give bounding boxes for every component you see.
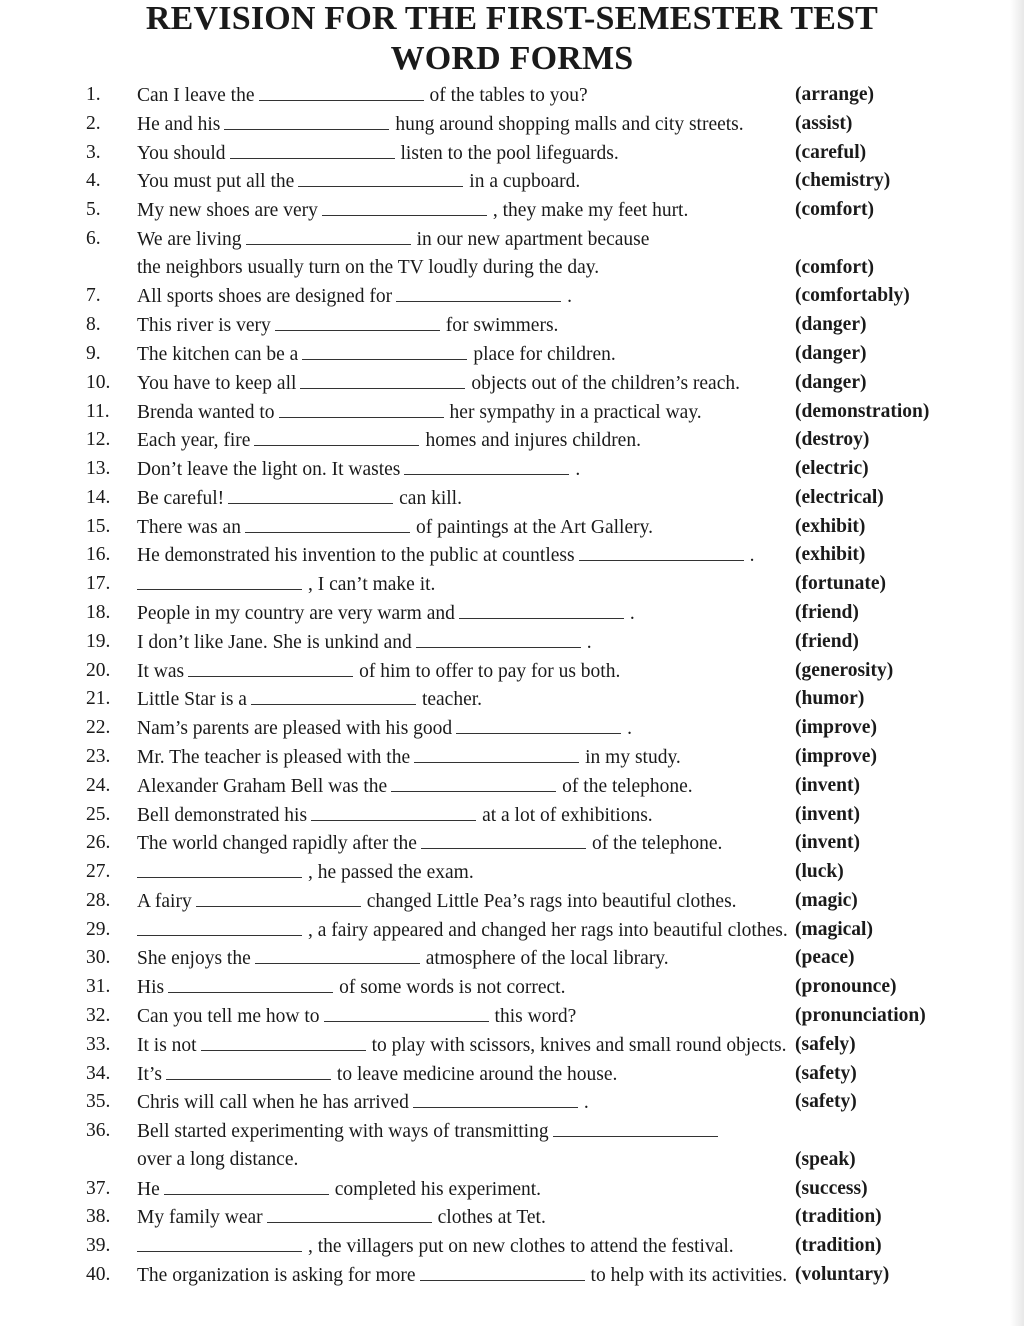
exercise-row xyxy=(0,627,1024,656)
exercise-row xyxy=(0,828,1024,857)
word-hint: (peace) xyxy=(795,947,855,969)
sentence-after-blank: . xyxy=(629,603,635,625)
sentence-before-blank: Brenda wanted to xyxy=(137,401,275,423)
exercise-row xyxy=(0,1231,1024,1260)
answer-blank[interactable] xyxy=(553,1116,718,1137)
item-number: 30. xyxy=(86,947,111,969)
item-number: 28. xyxy=(86,889,111,911)
sentence xyxy=(137,425,641,455)
sentence-after-blank: of the tables to you? xyxy=(429,85,588,106)
item-number: 26. xyxy=(86,832,111,854)
word-hint: (invent) xyxy=(795,803,860,825)
sentence-before-blank: The world changed rapidly after the xyxy=(137,833,417,855)
page-edge-shadow xyxy=(1010,0,1024,1326)
answer-blank[interactable] xyxy=(230,138,395,159)
answer-blank[interactable] xyxy=(324,1001,489,1022)
word-hint: (danger) xyxy=(795,314,867,336)
sentence-after-blank: , they make my feet hurt. xyxy=(492,200,689,222)
sentence xyxy=(137,1174,541,1204)
word-hint: (electrical) xyxy=(795,486,884,508)
sentence-before-blank: All sports shoes are designed for xyxy=(137,286,393,308)
answer-blank[interactable] xyxy=(414,742,579,763)
sentence-after-blank: changed Little Pea’s rags into beautiful clothes. xyxy=(366,890,737,912)
answer-blank[interactable] xyxy=(267,1202,432,1223)
word-hint: (safely) xyxy=(795,1033,856,1055)
item-number: 35. xyxy=(86,1091,111,1113)
sentence xyxy=(137,166,580,196)
sentence-after-blank: to help with its activities. xyxy=(590,1264,788,1286)
exercise-row xyxy=(0,1260,1024,1289)
exercise-row xyxy=(0,253,1024,282)
sentence xyxy=(137,109,744,139)
answer-blank[interactable] xyxy=(259,80,424,101)
item-number: 9. xyxy=(86,343,101,365)
sentence xyxy=(137,1231,734,1261)
answer-blank[interactable] xyxy=(413,1087,578,1108)
sentence xyxy=(137,1202,546,1232)
word-hint: (success) xyxy=(795,1177,868,1199)
exercise-row xyxy=(0,80,1024,109)
sentence-after-blank: in my study. xyxy=(585,746,681,768)
item-number: 11. xyxy=(86,400,110,422)
word-hint: (humor) xyxy=(795,688,865,710)
sentence-after-blank: , the villagers put on new clothes to attend the festival. xyxy=(308,1236,734,1258)
sentence-after-blank: , a fairy appeared and changed her rags into beautiful clothes. xyxy=(308,919,788,941)
sentence-after-blank: , he passed the exam. xyxy=(308,862,474,884)
item-number: 39. xyxy=(86,1235,111,1257)
sentence xyxy=(137,569,435,599)
item-number: 3. xyxy=(86,141,101,163)
word-hint: (safety) xyxy=(795,1062,857,1084)
exercise-row xyxy=(0,742,1024,771)
answer-blank[interactable] xyxy=(416,627,581,648)
word-hint: (danger) xyxy=(795,343,867,365)
sentence xyxy=(137,828,722,858)
sentence-before-blank: Alexander Graham Bell was the xyxy=(137,775,388,797)
word-hint: (luck) xyxy=(795,861,844,883)
answer-blank[interactable] xyxy=(201,1030,366,1051)
item-number: 31. xyxy=(86,976,111,998)
word-hint: (improve) xyxy=(795,717,877,739)
sentence-before-blank: The organization is asking for more xyxy=(137,1264,416,1286)
exercise-row xyxy=(0,684,1024,713)
sentence xyxy=(137,1030,786,1060)
item-number: 20. xyxy=(86,659,111,681)
answer-blank[interactable] xyxy=(579,540,744,561)
item-number: 5. xyxy=(86,199,101,221)
title-line-2: WORD FORMS xyxy=(390,40,634,77)
sentence-after-blank: homes and injures children. xyxy=(425,430,641,452)
sentence xyxy=(137,915,788,945)
word-hint: (tradition) xyxy=(795,1206,882,1228)
item-number: 34. xyxy=(86,1062,111,1084)
exercise-row xyxy=(0,1174,1024,1203)
word-hint: (magical) xyxy=(795,918,873,940)
sentence-before-blank: Bell demonstrated his xyxy=(137,804,308,826)
item-number: 38. xyxy=(86,1206,111,1228)
item-number: 10. xyxy=(86,371,111,393)
page-title xyxy=(0,0,1024,78)
exercise-row xyxy=(0,1001,1024,1030)
word-hint: (electric) xyxy=(795,458,869,480)
sentence xyxy=(137,1145,298,1174)
answer-blank[interactable] xyxy=(251,684,416,705)
word-hint: (exhibit) xyxy=(795,544,866,566)
sentence-after-blank: place for children. xyxy=(473,344,616,366)
sentence-after-blank: in a cupboard. xyxy=(469,171,581,193)
word-hint: (generosity) xyxy=(795,659,894,681)
exercise-row xyxy=(0,598,1024,627)
sentence-after-blank: atmosphere of the local library. xyxy=(425,948,669,970)
exercise-row xyxy=(0,1030,1024,1059)
sentence-after-blank: of the telephone. xyxy=(562,775,693,797)
answer-blank[interactable] xyxy=(137,915,302,936)
sentence-before-blank: A fairy xyxy=(137,890,192,912)
item-number: 25. xyxy=(86,803,111,825)
answer-blank[interactable] xyxy=(311,800,476,821)
word-hint: (magic) xyxy=(795,889,858,911)
answer-blank[interactable] xyxy=(255,943,420,964)
exercise-row xyxy=(0,138,1024,167)
sentence-before-blank: My family wear xyxy=(137,1207,263,1229)
exercise-row xyxy=(0,109,1024,138)
exercise-row xyxy=(0,224,1024,253)
answer-blank[interactable] xyxy=(245,512,410,533)
sentence-before-blank: His xyxy=(137,977,165,999)
sentence-after-blank: . xyxy=(627,718,633,740)
sentence-after-blank: hung around shopping malls and city streets. xyxy=(395,113,744,135)
sentence-before-blank: There was an xyxy=(137,516,241,538)
sentence-after-blank: to play with scissors, knives and small round objects. xyxy=(371,1034,787,1056)
sentence-after-blank: her sympathy in a practical way. xyxy=(449,401,702,423)
sentence-after-blank: this word? xyxy=(494,1005,577,1027)
answer-blank[interactable] xyxy=(298,166,463,187)
exercise-row xyxy=(0,425,1024,454)
sentence-after-blank: of paintings at the Art Gallery. xyxy=(415,516,653,538)
exercise-row xyxy=(0,310,1024,339)
answer-blank[interactable] xyxy=(456,713,621,734)
sentence-before-blank: over a long distance. xyxy=(137,1148,299,1170)
sentence-before-blank: This river is very xyxy=(137,315,271,337)
sentence-after-blank: , I can’t make it. xyxy=(308,574,436,596)
exercise-row xyxy=(0,540,1024,569)
exercise-row xyxy=(0,771,1024,800)
word-hint: (chemistry) xyxy=(795,170,891,192)
sentence xyxy=(137,684,482,714)
sentence-before-blank: You should xyxy=(137,142,226,164)
sentence-before-blank: It is not xyxy=(137,1034,197,1056)
item-number: 12. xyxy=(86,429,111,451)
sentence-after-blank: in our new apartment because xyxy=(416,228,650,250)
item-number: 23. xyxy=(86,745,111,767)
sentence-before-blank: He xyxy=(137,1178,160,1200)
sentence-before-blank: You must put all the xyxy=(137,171,295,193)
answer-blank[interactable] xyxy=(302,339,467,360)
sentence-before-blank: Bell started experimenting with ways of transmitting xyxy=(137,1121,549,1143)
item-number: 36. xyxy=(86,1120,111,1142)
item-number: 33. xyxy=(86,1033,111,1055)
sentence xyxy=(137,656,620,686)
sentence-after-blank: completed his experiment. xyxy=(334,1178,542,1200)
sentence xyxy=(137,886,737,916)
answer-blank[interactable] xyxy=(421,828,586,849)
word-hint: (friend) xyxy=(795,630,859,652)
sentence xyxy=(137,195,688,225)
word-hint: (comfort) xyxy=(795,256,875,278)
sentence xyxy=(137,454,580,484)
exercise-row xyxy=(0,713,1024,742)
item-number: 2. xyxy=(86,112,101,134)
exercise-row xyxy=(0,972,1024,1001)
sentence-before-blank: Can you tell me how to xyxy=(137,1005,320,1027)
answer-blank[interactable] xyxy=(166,1059,331,1080)
sentence-before-blank: You have to keep all xyxy=(137,372,297,394)
sentence xyxy=(137,1116,724,1146)
answer-blank[interactable] xyxy=(137,569,302,590)
sentence-after-blank: can kill. xyxy=(399,487,462,509)
item-number: 7. xyxy=(86,285,101,307)
item-number: 22. xyxy=(86,717,111,739)
sentence-before-blank: He demonstrated his invention to the public at countless xyxy=(137,545,575,567)
item-number: 37. xyxy=(86,1177,111,1199)
exercise-row xyxy=(0,569,1024,598)
answer-blank[interactable] xyxy=(188,656,353,677)
word-hint: (safety) xyxy=(795,1091,857,1113)
sentence xyxy=(137,397,702,427)
answer-blank[interactable] xyxy=(459,598,624,619)
sentence-after-blank: clothes at Tet. xyxy=(437,1207,546,1229)
word-hint: (destroy) xyxy=(795,429,870,451)
exercise-row xyxy=(0,800,1024,829)
answer-blank[interactable] xyxy=(420,1260,585,1281)
item-number: 21. xyxy=(86,688,111,710)
sentence xyxy=(137,310,558,340)
sentence xyxy=(137,483,462,513)
sentence xyxy=(137,224,649,254)
word-hint: (improve) xyxy=(795,745,877,767)
sentence xyxy=(137,713,632,743)
exercise-row xyxy=(0,281,1024,310)
answer-blank[interactable] xyxy=(254,425,419,446)
word-hint: (demonstration) xyxy=(795,400,930,422)
sentence-before-blank: She enjoys the xyxy=(137,948,251,970)
sentence-before-blank: Chris will call when he has arrived xyxy=(137,1092,409,1114)
item-number: 6. xyxy=(86,227,101,249)
word-hint: (voluntary) xyxy=(795,1263,890,1285)
exercise-row xyxy=(0,886,1024,915)
answer-blank[interactable] xyxy=(168,972,333,993)
sentence xyxy=(137,627,592,657)
word-hint: (careful) xyxy=(795,141,867,163)
word-hint: (speak) xyxy=(795,1148,856,1170)
answer-blank[interactable] xyxy=(246,224,411,245)
word-hint: (arrange) xyxy=(795,84,875,105)
exercise-row xyxy=(0,1087,1024,1116)
exercise-row xyxy=(0,166,1024,195)
answer-blank[interactable] xyxy=(224,109,389,130)
answer-blank[interactable] xyxy=(279,397,444,418)
exercise-row xyxy=(0,915,1024,944)
item-number: 8. xyxy=(86,314,101,336)
item-number: 29. xyxy=(86,918,111,940)
sentence-after-blank: objects out of the children’s reach. xyxy=(471,372,740,394)
exercise-row xyxy=(0,195,1024,224)
exercise-row xyxy=(0,483,1024,512)
item-number: 15. xyxy=(86,515,111,537)
word-hint: (pronunciation) xyxy=(795,1004,926,1026)
item-number: 13. xyxy=(86,458,111,480)
sentence-before-blank: Nam’s parents are pleased with his good xyxy=(137,718,453,740)
answer-blank[interactable] xyxy=(228,483,393,504)
sentence-after-blank: to leave medicine around the house. xyxy=(336,1063,618,1085)
sentence xyxy=(137,1260,787,1290)
sentence-after-blank: . xyxy=(575,459,581,481)
answer-blank[interactable] xyxy=(391,771,556,792)
answer-blank[interactable] xyxy=(137,1231,302,1252)
answer-blank[interactable] xyxy=(404,454,569,475)
exercise-row xyxy=(0,1116,1024,1145)
word-hint: (assist) xyxy=(795,112,853,134)
exercise-row xyxy=(0,1145,1024,1174)
sentence-after-blank: for swimmers. xyxy=(445,315,559,337)
answer-blank[interactable] xyxy=(164,1174,329,1195)
sentence xyxy=(137,943,669,973)
sentence-after-blank: at a lot of exhibitions. xyxy=(482,804,653,826)
exercise-row xyxy=(0,1059,1024,1088)
sentence-before-blank: The kitchen can be a xyxy=(137,344,299,366)
exercise-row xyxy=(0,943,1024,972)
item-number: 14. xyxy=(86,486,111,508)
exercise-row xyxy=(0,397,1024,426)
sentence xyxy=(137,598,635,628)
word-hint: (danger) xyxy=(795,371,867,393)
sentence-before-blank: Be careful! xyxy=(137,487,225,509)
sentence xyxy=(137,972,565,1002)
sentence xyxy=(137,281,572,311)
sentence xyxy=(137,1059,617,1089)
exercise-row xyxy=(0,512,1024,541)
answer-blank[interactable] xyxy=(396,281,561,302)
word-hint: (tradition) xyxy=(795,1235,882,1257)
item-number: 24. xyxy=(86,774,111,796)
answer-blank[interactable] xyxy=(322,195,487,216)
item-number: 16. xyxy=(86,544,111,566)
sentence xyxy=(137,1087,589,1117)
sentence-after-blank: . xyxy=(567,286,572,308)
exercise-row xyxy=(0,454,1024,483)
sentence-before-blank: Mr. The teacher is pleased with the xyxy=(137,746,411,768)
sentence-after-blank: of the telephone. xyxy=(591,833,723,855)
sentence xyxy=(137,339,616,369)
sentence-after-blank: of some words is not correct. xyxy=(339,977,566,999)
answer-blank[interactable] xyxy=(300,368,465,389)
word-hint: (pronounce) xyxy=(795,976,897,998)
sentence-before-blank: It was xyxy=(137,660,185,682)
answer-blank[interactable] xyxy=(137,857,302,878)
sentence xyxy=(137,253,599,282)
sentence-before-blank: We are living xyxy=(137,228,242,250)
sentence-after-blank: listen to the pool lifeguards. xyxy=(400,142,619,164)
item-number: 27. xyxy=(86,861,111,883)
exercise-row xyxy=(0,368,1024,397)
word-hint: (comfort) xyxy=(795,199,875,221)
sentence-after-blank: . xyxy=(586,631,592,653)
sentence xyxy=(137,540,754,570)
sentence-after-blank: teacher. xyxy=(421,689,483,711)
item-number: 19. xyxy=(86,630,111,652)
word-hint: (invent) xyxy=(795,774,860,796)
sentence-before-blank: Little Star is a xyxy=(137,689,247,711)
sentence xyxy=(137,80,588,110)
sentence-before-blank: I don’t like Jane. She is unkind and xyxy=(137,631,412,653)
word-hint: (comfortably) xyxy=(795,285,910,307)
sentence-before-blank: My new shoes are very xyxy=(137,200,318,222)
item-number: 4. xyxy=(86,170,101,192)
sentence-before-blank: He and his xyxy=(137,113,221,135)
sentence-before-blank: It’s xyxy=(137,1063,162,1085)
exercise-row xyxy=(0,1202,1024,1231)
answer-blank[interactable] xyxy=(275,310,440,331)
sentence xyxy=(137,742,681,772)
exercise-row xyxy=(0,857,1024,886)
sentence-before-blank: the neighbors usually turn on the TV loudly during the day. xyxy=(137,256,600,278)
word-hint: (fortunate) xyxy=(795,573,886,595)
item-number: 32. xyxy=(86,1004,111,1026)
sentence-after-blank: . xyxy=(749,545,755,567)
sentence xyxy=(137,771,693,801)
item-number: 17. xyxy=(86,573,111,595)
sentence-before-blank: Each year, fire xyxy=(137,430,251,452)
answer-blank[interactable] xyxy=(196,886,361,907)
sentence-before-blank: People in my country are very warm and xyxy=(137,603,455,625)
sentence-after-blank: . xyxy=(583,1092,589,1114)
sentence xyxy=(137,857,474,887)
exercise-row xyxy=(0,656,1024,685)
sentence xyxy=(137,800,653,830)
sentence-before-blank: Can I leave the xyxy=(137,85,255,106)
word-hint: (friend) xyxy=(795,602,859,624)
title-line-1: REVISION FOR THE FIRST-SEMESTER TEST xyxy=(145,0,879,37)
word-hint: (invent) xyxy=(795,832,860,854)
sentence xyxy=(137,138,619,168)
sentence xyxy=(137,512,653,542)
sentence-after-blank: of him to offer to pay for us both. xyxy=(359,660,621,682)
sentence xyxy=(137,368,740,398)
sentence xyxy=(137,1001,576,1031)
item-number: 1. xyxy=(86,84,101,105)
sentence-before-blank: Don’t leave the light on. It wastes xyxy=(137,459,401,481)
item-number: 18. xyxy=(86,602,111,624)
word-hint: (exhibit) xyxy=(795,515,866,537)
exercise-row xyxy=(0,339,1024,368)
item-number: 40. xyxy=(86,1263,111,1285)
